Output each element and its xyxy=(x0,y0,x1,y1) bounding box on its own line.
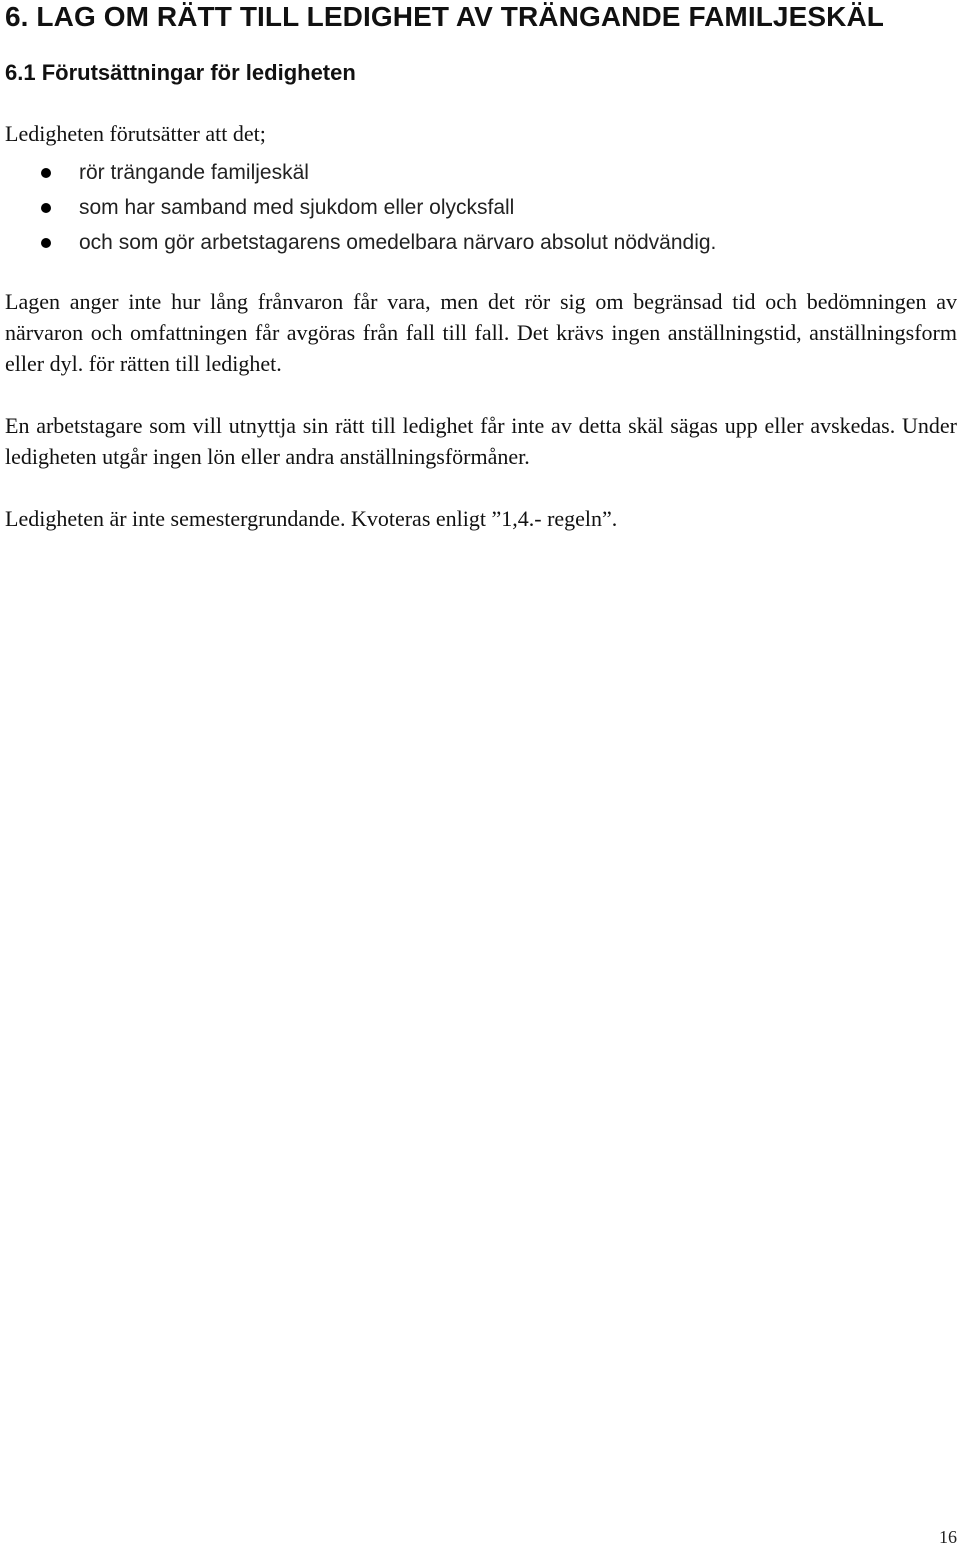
bullet-icon xyxy=(41,168,51,178)
intro-text: Ledigheten förutsätter att det; xyxy=(5,121,266,146)
list-item-text: rör trängande familjeskäl xyxy=(79,161,309,184)
list-item-text: och som gör arbetstagarens omedelbara närvaro absolut nödvändig. xyxy=(79,231,717,254)
paragraph-vacation: Ledigheten är inte semestergrundande. Kvoteras enligt ”1,4.- regeln”. xyxy=(5,506,618,531)
bullet-icon xyxy=(41,238,51,248)
section-heading: 6. LAG OM RÄTT TILL LEDIGHET AV TRÄNGANDE FAMILJESKÄL xyxy=(5,1,885,32)
paragraph-dismissal: En arbetstagare som vill utnyttja sin rätt till ledighet får inte av detta skäl sägas upp eller avskedas. Under ledigheten utgår ingen lön eller andra anställningsförmåner. xyxy=(5,413,957,469)
subsection-heading: 6.1 Förutsättningar för ledigheten xyxy=(5,60,356,85)
paragraph-duration: Lagen anger inte hur lång frånvaron får vara, men det rör sig om begränsad tid och bedömningen av närvaron och omfattningen får avgöras från fall till fall. Det krävs ingen anställningstid, anställningsform eller dyl. för rätten till ledighet. xyxy=(5,289,957,376)
bullet-icon xyxy=(41,203,51,213)
page-number: 16 xyxy=(939,1527,957,1547)
list-item-text: som har samband med sjukdom eller olycksfall xyxy=(79,196,515,219)
